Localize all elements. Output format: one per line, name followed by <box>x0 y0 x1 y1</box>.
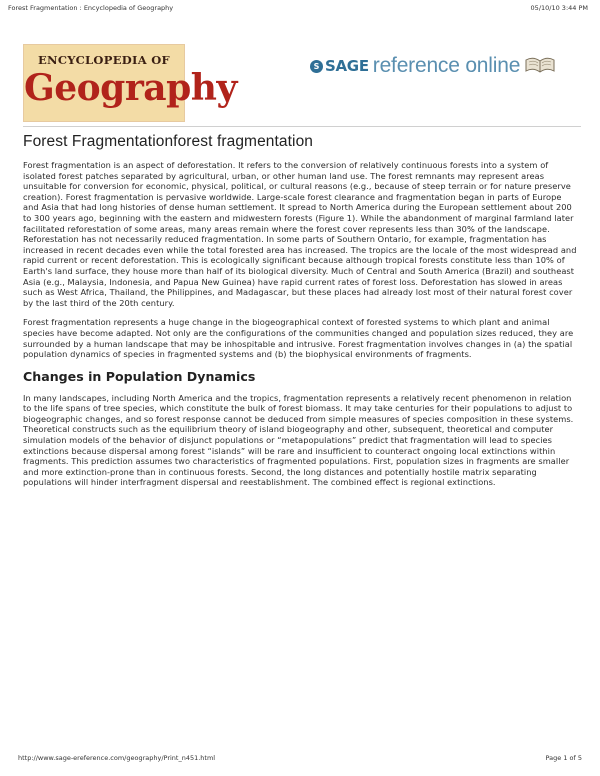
encyclopedia-logo[interactable] <box>23 44 237 122</box>
section-paragraph: In many landscapes, including North America and the tropics, fragmentation represents a relatively recent phenomenon in relation to the life spans of tree species, which constitute the bulk of forest biomass. It may take centuries for their populations to adjust to biogeographic changes, and so forest response cannot be deduced from simple measures of species composition in these systems. Theoretical constructs such as the equilibrium theory of island biogeography and other, subsequent, theoretical and computer simulation models of the behavior of disjunct populations or “metapopulations” predict that fragmentation will lead to species extinctions because dispersal among forest “islands” will be rare and insufficient to counteract ongoing local extinctions within fragments. This prediction assumes two characteristics of fragmented populations. First, population sizes in fragments are smaller and more extinction-prone than in continuous forests. Second, the long distances and potentially hostile matrix separating populations will hinder interfragment dispersal and reestablishment. The combined effect is regional extinctions. <box>23 392 574 488</box>
print-header-datetime: 05/10/10 3:44 PM <box>530 4 588 12</box>
print-footer <box>18 754 582 762</box>
paragraph-2: Forest fragmentation represents a huge change in the biogeographical context of forested systems to which plant and animal species have become adapted. Not only are the configurations of the communities changed and population sizes reduced, they are surrounded by a human landscape that may be inhospitable and intrusive. Forest fragmentation involves changes in (a) the spatial population dynamics of species in fragmented systems and (b) the biophysical environments of fragments. <box>23 317 574 360</box>
logo-line-1: ENCYCLOPEDIA OF <box>37 53 171 67</box>
sage-tagline: reference online <box>372 54 521 77</box>
logo-line-2: Geography <box>24 67 237 109</box>
section-heading: Changes in Population Dynamics <box>23 368 256 384</box>
article-body <box>23 160 579 497</box>
article-title: Forest Fragmentationforest fragmentation <box>23 133 314 150</box>
page-url[interactable]: http://www.sage-ereference.com/geography/Print_n451.html <box>18 754 216 762</box>
sage-badge-icon: S <box>310 60 323 73</box>
print-header-title: Forest Fragmentation : Encyclopedia of Geography <box>8 4 174 12</box>
sage-reference-online-logo[interactable] <box>310 54 582 78</box>
sage-brand: SAGE <box>325 57 369 75</box>
print-header <box>8 4 588 12</box>
paragraph-1: Forest fragmentation is an aspect of deforestation. It refers to the conversion of relatively continuous forests into a system of isolated forest patches separated by agricultural, urban, or other human land use. The forest remnants may represent areas unsuitable for conversion for economic, physical, political, or cultural reasons (e.g., because of steep terrain or for nature preserve creation). Forest fragmentation is pervasive worldwide. Large-scale forest clearance and fragmentation began in parts of Europe and Asia that had long histories of dense human settlement. It spread to North America during the European settlement about 200 to 300 years ago, beginning with the eastern and midwestern forests (Figure 1). While the abandonment of marginal farmland later facilitated reforestation of some areas, many areas remain where the forest cover represents less than 30% of the landscape. Reforestation has not necessarily reduced fragmentation. In some parts of Southern Ontario, for example, fragmentation has increased in recent decades even while the total forested area has increased. The tropics are the locale of the most widespread and rapid current or recent deforestation. This is ecologically significant because although tropical forests constitute less than 10% of Earth's land surface, they house more than half of its biological diversity. Much of Central and South America (Brazil) and southeast Asia (e.g., Malaysia, Indonesia, and Papua New Guinea) have rapid current rates of forest loss. Deforestation has slowed in areas such as West Africa, Thailand, the Philippines, and Madagascar, but these places had already lost most of their natural forest cover by the last third of the 20th century. <box>23 160 577 308</box>
page-number: Page 1 of 5 <box>545 754 582 762</box>
open-book-icon <box>524 54 556 78</box>
header-divider <box>23 126 581 127</box>
